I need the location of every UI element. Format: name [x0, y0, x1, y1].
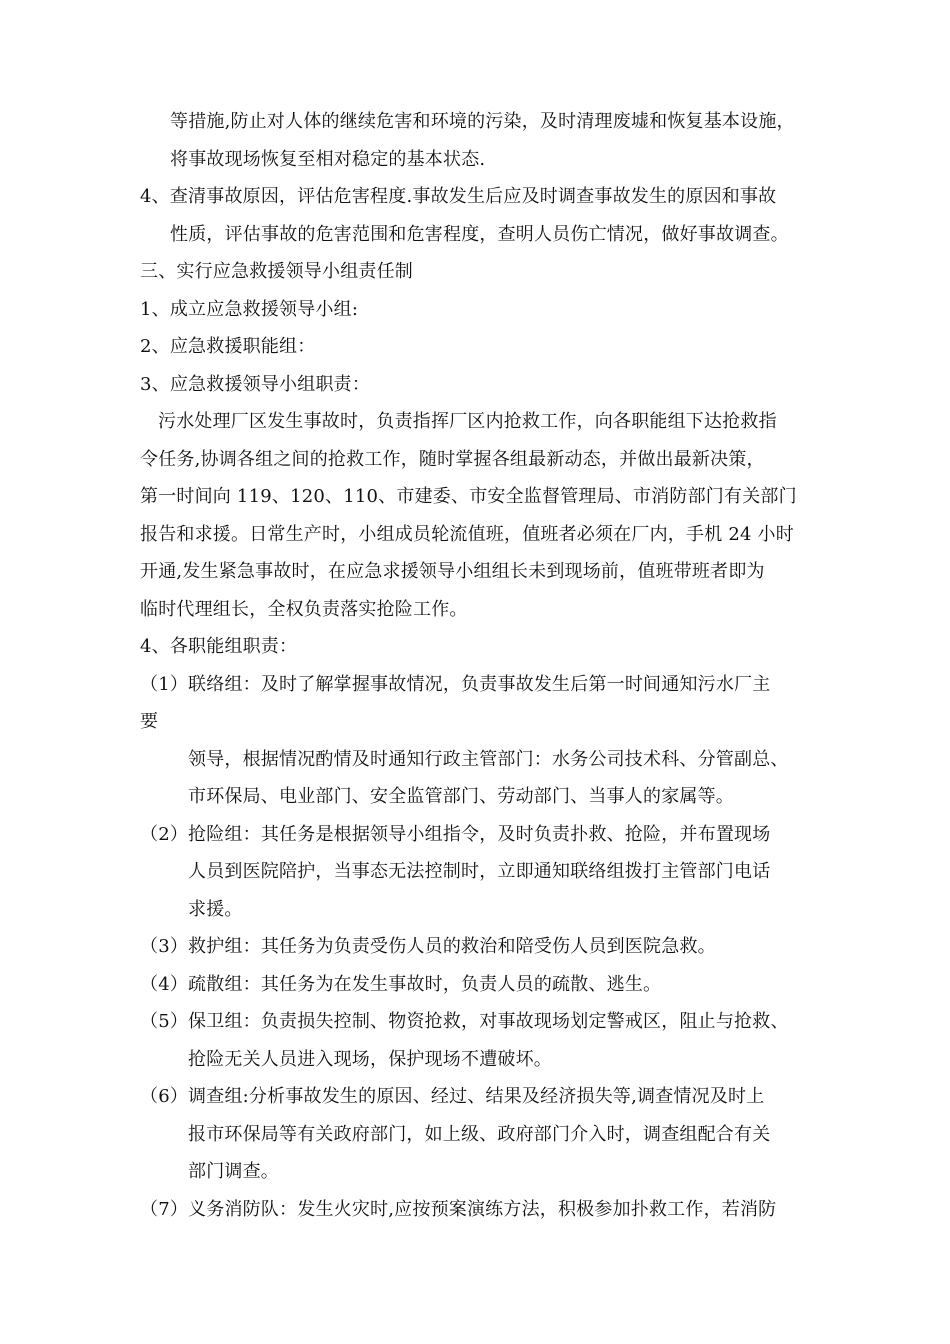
text-line: （1）联络组：及时了解掌握事故情况，负责事故发生后第一时间通知污水厂主: [140, 674, 771, 695]
text-line: 性质，评估事故的危害范围和危害程度，查明人员伤亡情况，做好事故调查。: [170, 224, 789, 245]
text-line: 求援。: [188, 899, 243, 920]
text-line: 人员到医院陪护，当事态无法控制时，立即通知联络组拨打主管部门电话: [188, 861, 771, 882]
text-line: （7）义务消防队：发生火灾时,应按预案演练方法，积极参加扑救工作，若消防: [140, 1199, 777, 1220]
text-line: 开通,发生紧急事故时，在应急求援领导小组组长未到现场前，值班带班者即为: [140, 561, 765, 582]
text-line: 4、查清事故原因，评估危害程度.事故发生后应及时调查事故发生的原因和事故: [140, 186, 777, 207]
section-heading: 三、实行应急救援领导小组责任制: [140, 261, 413, 282]
text-line: 3、应急救援领导小组职责：: [140, 374, 371, 395]
text-line: 等措施,防止对人体的继续危害和环境的污染，及时清理废墟和恢复基本设施，: [170, 111, 795, 132]
text-line: 1、成立应急救援领导小组:: [140, 299, 359, 320]
text-line: 将事故现场恢复至相对稳定的基本状态.: [170, 149, 486, 170]
text-line: （4）疏散组：其任务为在发生事故时，负责人员的疏散、逃生。: [140, 974, 662, 995]
text-line: 抢险无关人员进入现场，保护现场不遭破坏。: [188, 1049, 552, 1070]
text-line: 4、各职能组职责：: [140, 636, 298, 657]
text-line: （3）救护组：其任务为负责受伤人员的救治和陪受伤人员到医院急救。: [140, 936, 716, 957]
text-line: 领导，根据情况酌情及时通知行政主管部门：水务公司技术科、分管副总、: [188, 749, 789, 770]
text-line: 市环保局、电业部门、安全监管部门、劳动部门、当事人的家属等。: [188, 786, 734, 807]
text-line: 报告和求援。日常生产时，小组成员轮流值班，值班者必须在厂内，手机 24 小时: [140, 524, 794, 545]
text-line: 令任务,协调各组之间的抢救工作，随时掌握各组最新动态，并做出最新决策，: [140, 449, 765, 470]
text-line: 污水处理厂区发生事故时，负责指挥厂区内抢救工作，向各职能组下达抢救指: [158, 411, 777, 432]
text-line: （2）抢险组：其任务是根据领导小组指令，及时负责扑救、抢险，并布置现场: [140, 824, 771, 845]
text-line: （6）调查组:分析事故发生的原因、经过、结果及经济损失等,调查情况及时上: [140, 1086, 765, 1107]
text-line: 第一时间向 119、120、110、市建委、市安全监督管理局、市消防部门有关部门: [140, 486, 797, 507]
text-line: 2、应急救援职能组：: [140, 336, 316, 357]
text-line: 要: [140, 711, 159, 732]
text-line: （5）保卫组：负责损失控制、物资抢救，对事故现场划定警戒区，阻止与抢救、: [140, 1011, 789, 1032]
text-line: 部门调查。: [188, 1161, 279, 1182]
text-line: 临时代理组长，全权负责落实抢险工作。: [140, 599, 468, 620]
text-line: 报市环保局等有关政府部门，如上级、政府部门介入时，调查组配合有关: [188, 1124, 771, 1145]
